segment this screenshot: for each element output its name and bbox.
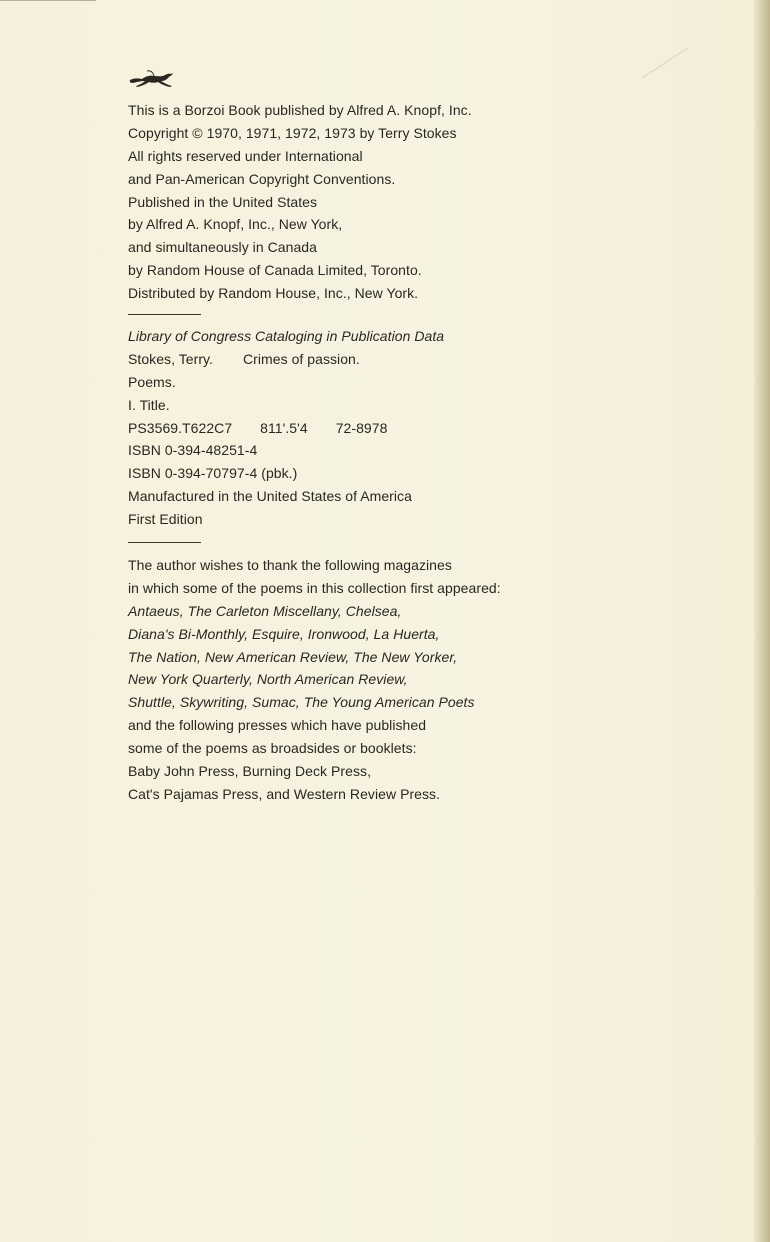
magazine-list-line: Diana's Bi-Monthly, Esquire, Ironwood, La Huerta,	[128, 625, 440, 642]
cataloging-subject: I. Title.	[128, 396, 170, 413]
press-list-line: Baby John Press, Burning Deck Press,	[128, 763, 372, 780]
lccn-number: 72-8978	[335, 419, 388, 436]
copyright-line: Distributed by Random House, Inc., New York.	[128, 285, 419, 302]
magazine-list-line: The Nation, New American Review, The New Yorker,	[128, 648, 458, 665]
cataloging-genre: Poems.	[128, 373, 176, 390]
manufactured-line: Manufactured in the United States of America	[128, 488, 412, 505]
copyright-line: and simultaneously in Canada	[128, 239, 317, 256]
copyright-notice	[128, 99, 472, 305]
cataloging-title: Crimes of passion.	[243, 350, 360, 367]
edition-line: First Edition	[128, 511, 203, 528]
section-divider	[128, 542, 201, 543]
top-edge-rule	[0, 0, 96, 1]
copyright-line: by Alfred A. Knopf, Inc., New York,	[128, 216, 343, 233]
copyright-line: Published in the United States	[128, 193, 318, 210]
borzoi-dog-icon	[128, 66, 176, 90]
acknowledgments	[128, 554, 501, 806]
magazine-list-line: New York Quarterly, North American Review,	[128, 671, 408, 688]
cataloging-numbers	[128, 417, 444, 440]
ack-intro-line: The author wishes to thank the following magazines	[128, 557, 452, 573]
copyright-line: and Pan-American Copyright Conventions.	[128, 170, 396, 187]
presses-intro-line: some of the poems as broadsides or booklets:	[128, 740, 417, 757]
copyright-line: Copyright © 1970, 1971, 1972, 1973 by Terry Stokes	[128, 124, 457, 141]
cataloging-heading: Library of Congress Cataloging in Publication Data	[128, 328, 445, 344]
magazine-list-line: Shuttle, Skywriting, Sumac, The Young American Poets	[128, 694, 475, 711]
section-divider	[128, 314, 201, 315]
ack-intro-line: in which some of the poems in this collection first appeared:	[128, 579, 501, 596]
cataloging-data	[128, 325, 444, 531]
page-edge	[754, 0, 770, 1242]
call-number: PS3569.T622C7	[128, 419, 233, 436]
copyright-line: by Random House of Canada Limited, Toronto.	[128, 262, 422, 279]
isbn-paperback: ISBN 0-394-70797-4 (pbk.)	[128, 465, 298, 482]
cataloging-author: Stokes, Terry.	[128, 350, 213, 367]
cataloging-author-title	[128, 348, 444, 371]
copyright-line: This is a Borzoi Book published by Alfred A. Knopf, Inc.	[128, 102, 472, 118]
dewey-number: 811'.5'4	[260, 419, 308, 436]
isbn-cloth: ISBN 0-394-48251-4	[128, 442, 258, 459]
magazine-list-line: Antaeus, The Carleton Miscellany, Chelsea,	[128, 602, 402, 619]
pencil-mark	[640, 46, 690, 80]
press-list-line: Cat's Pajamas Press, and Western Review Press.	[128, 785, 441, 802]
copyright-line: All rights reserved under International	[128, 147, 363, 164]
presses-intro-line: and the following presses which have published	[128, 717, 427, 734]
